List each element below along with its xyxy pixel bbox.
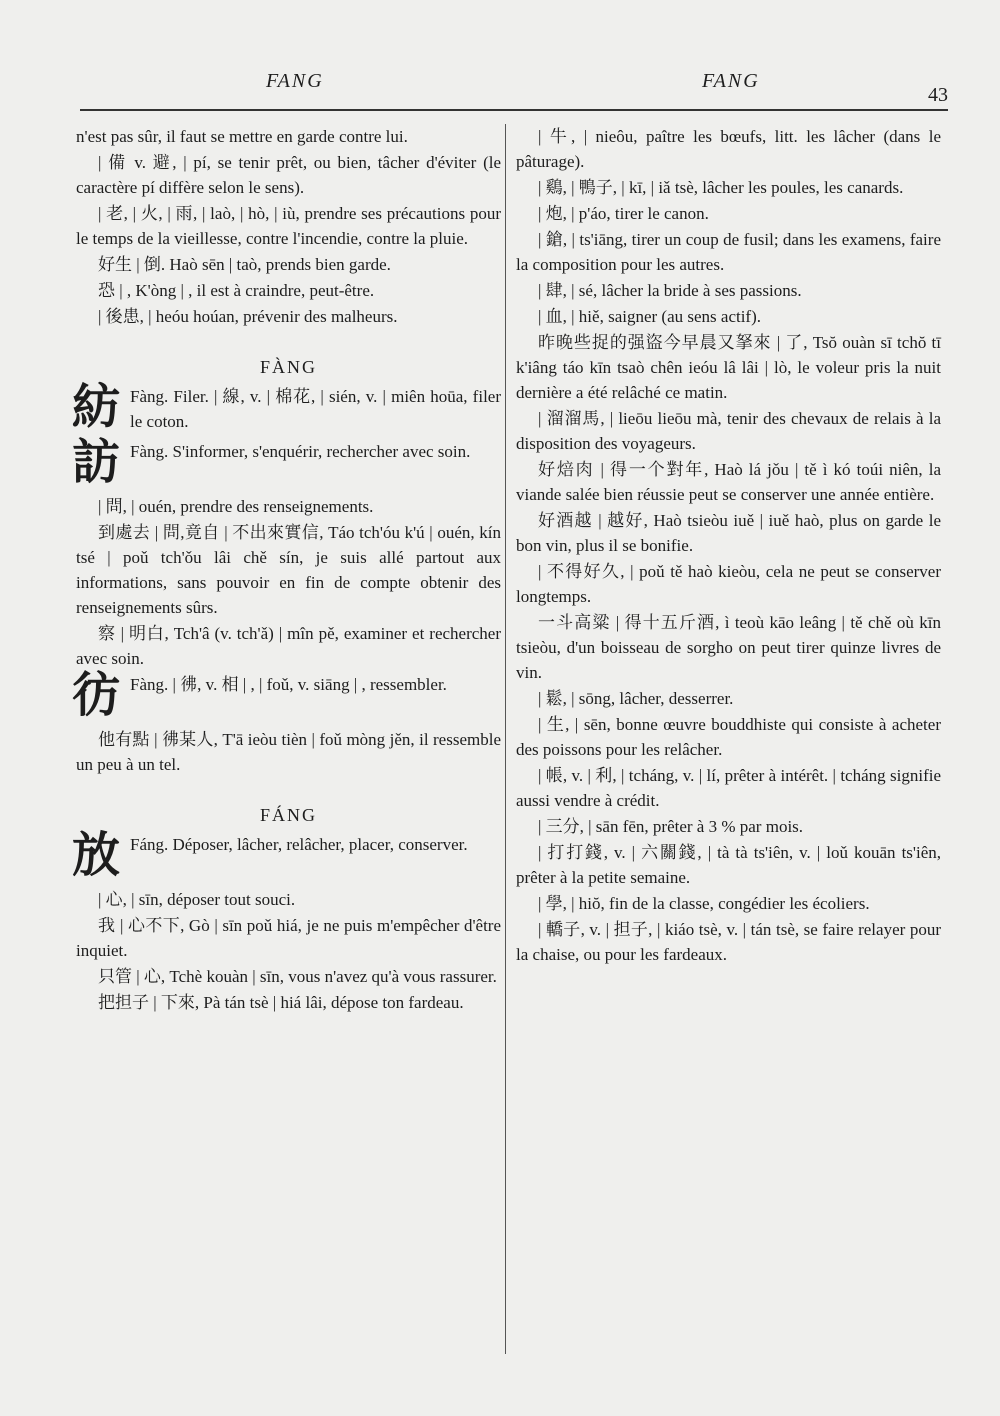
entry-text: | 帳, v. | 利, | tcháng, v. | lí, prêter à intérêt. | tcháng signifie aussi vendre à crédit.: [516, 766, 941, 810]
entry-text: | 學, | hiŏ, fin de la classe, congédier les écoliers.: [538, 894, 870, 913]
entry-text: 察 | 明白, Tch'â (v. tch'ǎ) | mîn pě, examiner et rechercher avec soin.: [76, 624, 501, 668]
page-number: 43: [928, 84, 948, 106]
entry-text: 好焙肉 | 得一个對年, Haò lá jǒu | tě ì kó toúi niên, la viande salée bien réussie peut se conserver une année entière.: [516, 460, 941, 504]
entry-text: | 後患, | heóu hoúan, prévenir des malheurs.: [98, 307, 398, 326]
entry-text: | 牛, | nieôu, paître les bœufs, litt. les lâcher (dans le pâturage).: [516, 127, 941, 171]
entry-text: | 心, | sīn, déposer tout souci.: [98, 890, 296, 909]
headword-definition: Fàng. S'informer, s'enquérir, rechercher avec soin.: [130, 442, 471, 461]
section-heading: FÀNG: [259, 357, 317, 377]
running-head-right: FANG: [702, 70, 760, 92]
headword-entry: [72, 434, 501, 493]
headword-entry: [72, 379, 501, 438]
entry-text: | 備 v. 避, | pí, se tenir prêt, ou bien, tâcher d'éviter (le caractère pí diffère selon le sens).: [76, 153, 501, 197]
running-head-left: FANG: [266, 70, 324, 92]
entry-text: 到處去 | 問,竟自 | 不出來實信, Táo tch'óu k'ú | ouén, kín tsé | poǔ tch'ǒu lâi chě sín, je suis allé partout aux informations, sans pouvoir en fin de compte obtenir des renseignements sûrs.: [76, 523, 501, 617]
entry-text: 只管 | 心, Tchè kouàn | sīn, vous n'avez qu'à vous rassurer.: [98, 967, 497, 986]
entry-text: | 鬆, | sōng, lâcher, desserrer.: [538, 689, 734, 708]
entry-text: 他有點 | 彿某人, T'ā ieòu tièn | foǔ mòng jěn, il ressemble un peu à un tel.: [76, 730, 501, 774]
headword-definition: Fàng. | 彿, v. 相 | , | foǔ, v. siāng | , ressembler.: [130, 675, 447, 694]
entry-text: | 老, | 火, | 雨, | laò, | hò, | iù, prendre ses précautions pour le temps de la vieillesse, contre l'incendie, contre la pluie.: [76, 204, 501, 248]
entry-text: | 鷄, | 鴨子, | kī, | iǎ tsè, lâcher les poules, les canards.: [538, 178, 904, 197]
column-divider: [505, 124, 506, 1354]
entry-text: 好生 | 倒. Haò sēn | taò, prends bien garde.: [98, 255, 391, 274]
section-heading: FÁNG: [259, 805, 317, 825]
entry-text: 昨晚些捉的强盜今早晨又拏來 | 了, Tsŏ ouàn sī tchŏ tī k'iâng táo kīn tsaò chên ieóu lâ lâi | lò, le voleur pris la nuit dernière a été relâché ce matin.: [516, 333, 941, 402]
headword-character: 紡: [72, 379, 121, 435]
right-column: [516, 124, 941, 968]
headword-entry: [72, 667, 501, 726]
entry-text: | 生, | sēn, bonne œuvre bouddhiste qui consiste à acheter des poissons pour les relâcher.: [516, 715, 941, 759]
headword-character: 彷: [72, 667, 121, 723]
entry-text: | 肆, | sé, lâcher la bride à ses passions.: [538, 281, 802, 300]
entry-text: n'est pas sûr, il faut se mettre en garde contre lui.: [76, 127, 408, 146]
entry-text: | 轎子, v. | 担子, | kiáo tsè, v. | tán tsè, se faire relayer pour la chaise, ou pour les fardeaux.: [516, 920, 941, 964]
headword-definition: Fàng. Filer. | 線, v. | 棉花, | sién, v. | miên hoūa, filer le coton.: [130, 387, 501, 431]
entry-text: 我 | 心不下, Gò | sīn poǔ hiá, je ne puis m'empêcher d'être inquiet.: [76, 916, 501, 960]
header-rule: [80, 109, 948, 111]
headword-definition: Fáng. Déposer, lâcher, relâcher, placer, conserver.: [130, 835, 468, 854]
left-column: [72, 124, 501, 1016]
entry-text: | 打打錢, v. | 六關錢, | tà tà ts'iên, v. | loǔ kouān ts'iên, prêter à la petite semaine.: [516, 843, 941, 887]
entry-text: | 問, | ouén, prendre des renseignements.: [98, 497, 374, 516]
entry-text: 一斗高粱 | 得十五斤酒, ì teoù kāo leâng | tě chě où kīn tsieòu, d'un boisseau de sorgho on peut tirer quinze livres de vin.: [516, 613, 941, 682]
entry-text: | 鎗, | ts'iāng, tirer un coup de fusil; dans les examens, faire la composition pour les autres.: [516, 230, 941, 274]
entry-text: | 血, | hiě, saigner (au sens actif).: [538, 307, 762, 326]
entry-text: 恐 | , K'òng | , il est à craindre, peut-être.: [98, 281, 375, 300]
entry-text: 好酒越 | 越好, Haò tsieòu iuě | iuě haò, plus on garde le bon vin, plus il se bonifie.: [516, 511, 941, 555]
entry-text: | 三分, | sān fēn, prêter à 3 % par mois.: [538, 817, 804, 836]
entry-text: | 不得好久, | poǔ tě haò kieòu, cela ne peut se conserver longtemps.: [516, 562, 941, 606]
headword-character: 訪: [72, 434, 121, 490]
headword-character: 放: [72, 827, 121, 883]
entry-text: | 炮, | p'áo, tirer le canon.: [538, 204, 709, 223]
entry-text: | 溜溜馬, | lieōu lieōu mà, tenir des chevaux de relais à la disposition des voyageurs.: [516, 409, 941, 453]
headword-entry: [72, 827, 501, 886]
entry-text: 把担子 | 下來, Pà tán tsè | hiá lâi, dépose ton fardeau.: [98, 993, 464, 1012]
